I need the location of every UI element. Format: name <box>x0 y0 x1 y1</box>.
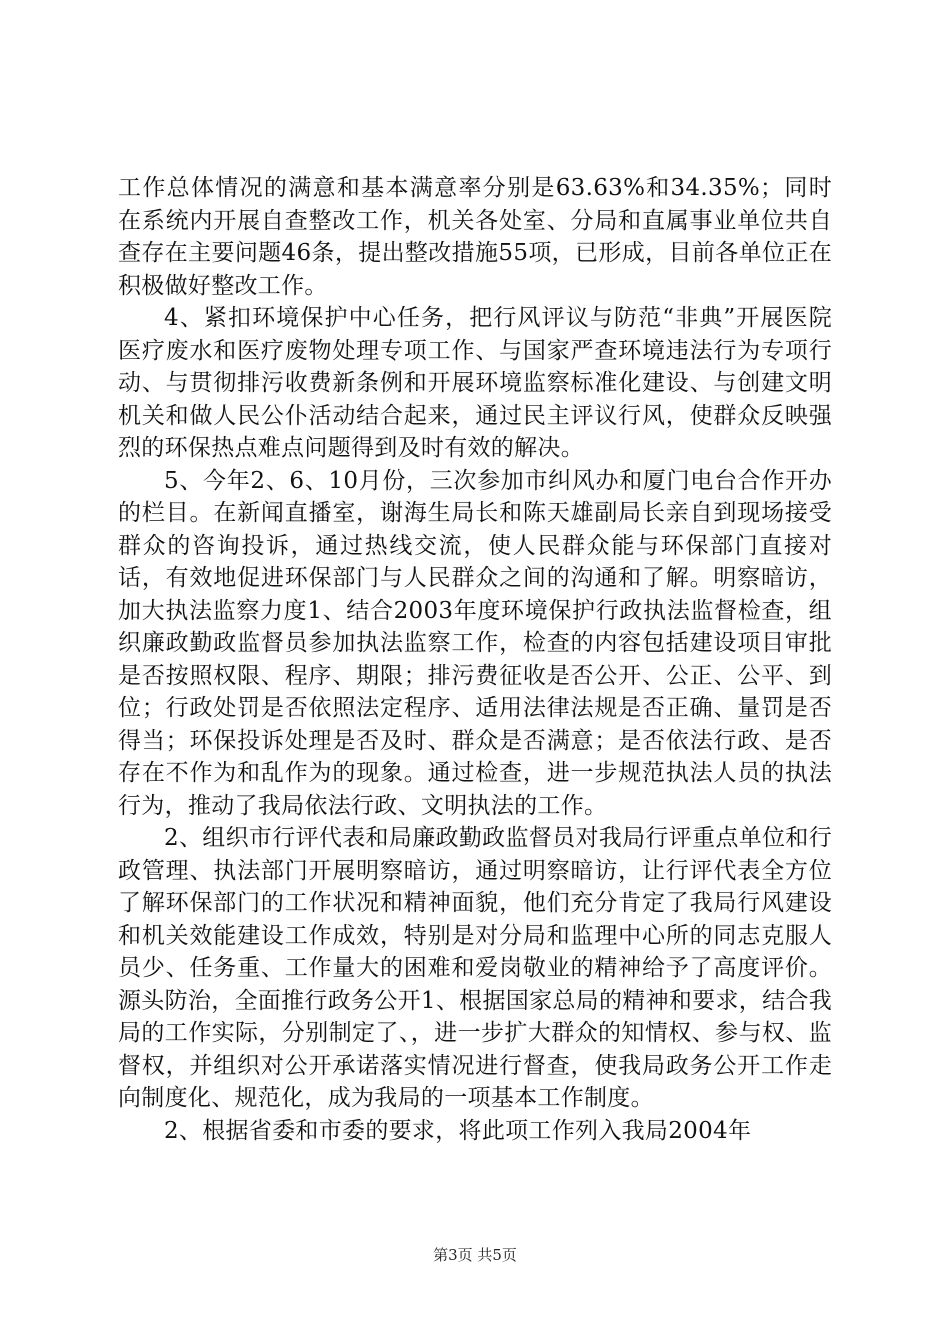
document-body <box>118 172 832 1147</box>
paragraph-2: 4、紧扣环境保护中心任务，把行风评议与防范“非典”开展医院医疗废水和医疗废物处理专项工作、与国家严查环境违法行为专项行动、与贯彻排污收费新条例和开展环境监察标准化建设、与创建文明机关和做人民公仆活动结合起来，通过民主评议行风，使群众反映强烈的环保热点难点问题得到及时有效的解决。 <box>118 305 832 461</box>
paragraph-3: 5、今年2、6、10月份，三次参加市纠风办和厦门电台合作开办的栏目。在新闻直播室，谢海生局长和陈天雄副局长亲自到现场接受群众的咨询投诉，通过热线交流，使人民群众能与环保部门直接对话，有效地促进环保部门与人民群众之间的沟通和了解。明察暗访，加大执法监察力度1、结合2003年度环境保护行政执法监督检查，组织廉政勤政监督员参加执法监察工作，检查的内容包括建设项目审批是否按照权限、程序、期限；排污费征收是否公开、公正、公平、到位；行政处罚是否依照法定程序、适用法律法规是否正确、量罚是否得当；环保投诉处理是否及时、群众是否满意；是否依法行政、是否存在不作为和乱作为的现象。通过检查，进一步规范执法人员的执法行为，推动了我局依法行政、文明执法的工作。 <box>118 467 832 819</box>
paragraph-4: 2、组织市行评代表和局廉政勤政监督员对我局行评重点单位和行政管理、执法部门开展明察暗访，通过明察暗访，让行评代表全方位了解环保部门的工作状况和精神面貌，他们充分肯定了我局行风建设和机关效能建设工作成效，特别是对分局和监理中心所的同志克服人员少、任务重、工作量大的困难和爱岗敬业的精神给予了高度评价。源头防治，全面推行政务公开1、根据国家总局的精神和要求，结合我局的工作实际，分别制定了、，进一步扩大群众的知情权、参与权、监督权，并组织对公开承诺落实情况进行督查，使我局政务公开工作走向制度化、规范化，成为我局的一项基本工作制度。 <box>118 825 832 1111</box>
page-number-label: 第3页 共5页 <box>433 1246 517 1264</box>
paragraph-1: 工作总体情况的满意和基本满意率分别是63.63%和34.35%；同时在系统内开展自查整改工作，机关各处室、分局和直属事业单位共自查存在主要问题46条，提出整改措施55项，已形成，目前各单位正在积极做好整改工作。 <box>118 175 832 299</box>
paragraph-5: 2、根据省委和市委的要求，将此项工作列入我局2004年 <box>164 1117 752 1144</box>
page-footer <box>0 1244 950 1265</box>
